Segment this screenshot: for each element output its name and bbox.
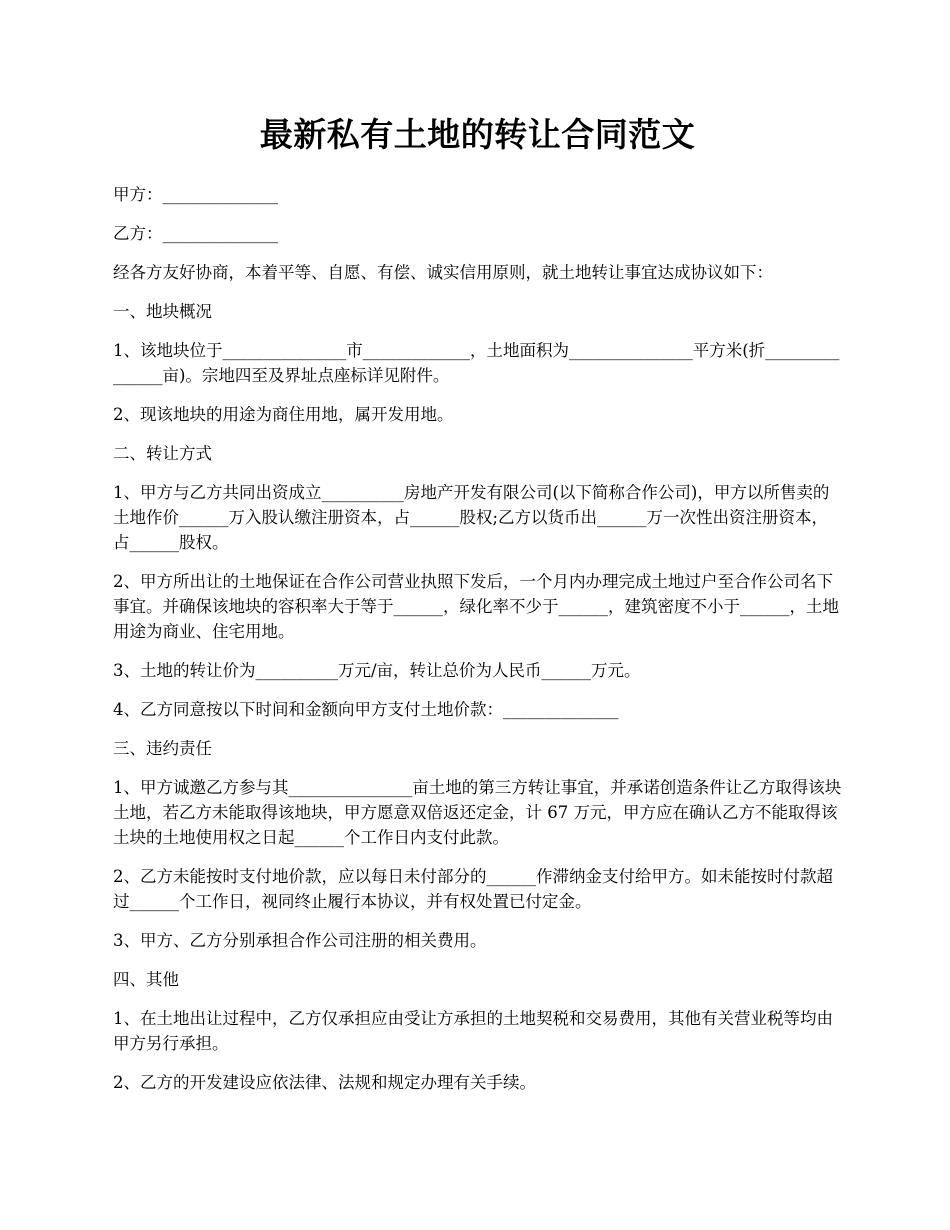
section-heading-land-overview: 一、地块概况: [113, 302, 212, 321]
preamble-paragraph: 经各方友好协商，本着平等、自愿、有偿、诚实信用原则，就土地转让事宜达成协议如下：: [113, 263, 773, 282]
section-heading-liability: 三、违约责任: [113, 739, 212, 758]
clause-deposit-refund: 1、甲方诚邀乙方参与其_______________亩土地的第三方转让事宜，并承诺创造条件让乙方取得该块土地，若乙方未能取得该地块，甲方愿意双倍返还定金，计 67 万元，甲方应在确认乙方不能取得该土块的土地使用权之日起______个工作日内支付此款。: [113, 778, 842, 847]
clause-land-transfer-guarantee: 2、甲方所出让的土地保证在合作公司营业执照下发后，一个月内办理完成土地过户至合作公司名下事宜。并确保该地块的容积率大于等于______，绿化率不少于______，建筑密度不小于______，土地用途为商业、住宅用地。: [113, 572, 839, 641]
clause-transfer-price: 3、土地的转让价为__________万元/亩，转让总价为人民币______万元。: [113, 661, 641, 680]
clause-taxes: 1、在土地出让过程中，乙方仅承担应由受让方承担的土地契税和交易费用，其他有关营业税等均由甲方另行承担。: [113, 1009, 833, 1053]
clause-legal-procedures: 2、乙方的开发建设应依法律、法规和规定办理有关手续。: [113, 1073, 536, 1092]
clause-land-usage: 2、现该地块的用途为商住用地，属开发用地。: [113, 405, 454, 424]
party-a-line: 甲方：______________: [113, 185, 278, 204]
section-heading-transfer-method: 二、转让方式: [113, 444, 212, 463]
clause-late-payment: 2、乙方未能按时支付地价款，应以每日未付部分的______作滞纳金支付给甲方。如未能按时付款超过______个工作日，视同终止履行本协议，并有权处置已付定金。: [113, 867, 833, 911]
clause-registration-fees: 3、甲方、乙方分别承担合作公司注册的相关费用。: [113, 931, 487, 950]
section-heading-other: 四、其他: [113, 970, 179, 989]
clause-joint-company: 1、甲方与乙方共同出资成立__________房地产开发有限公司(以下简称合作公司)，甲方以所售卖的土地作价______万入股认缴注册资本，占______股权;乙方以货币出______万一次性出资注册资本，占______股权。: [113, 483, 830, 552]
document-title: 最新私有土地的转让合同范文: [259, 115, 696, 154]
party-b-line: 乙方：______________: [113, 224, 278, 243]
clause-land-location: 1、该地块位于_______________市_____________，土地面积为_______________平方米(折_______________亩)。宗地四至及界址点座标详见附件。: [113, 341, 840, 385]
clause-payment-schedule: 4、乙方同意按以下时间和金额向甲方支付土地价款：______________: [113, 700, 619, 719]
